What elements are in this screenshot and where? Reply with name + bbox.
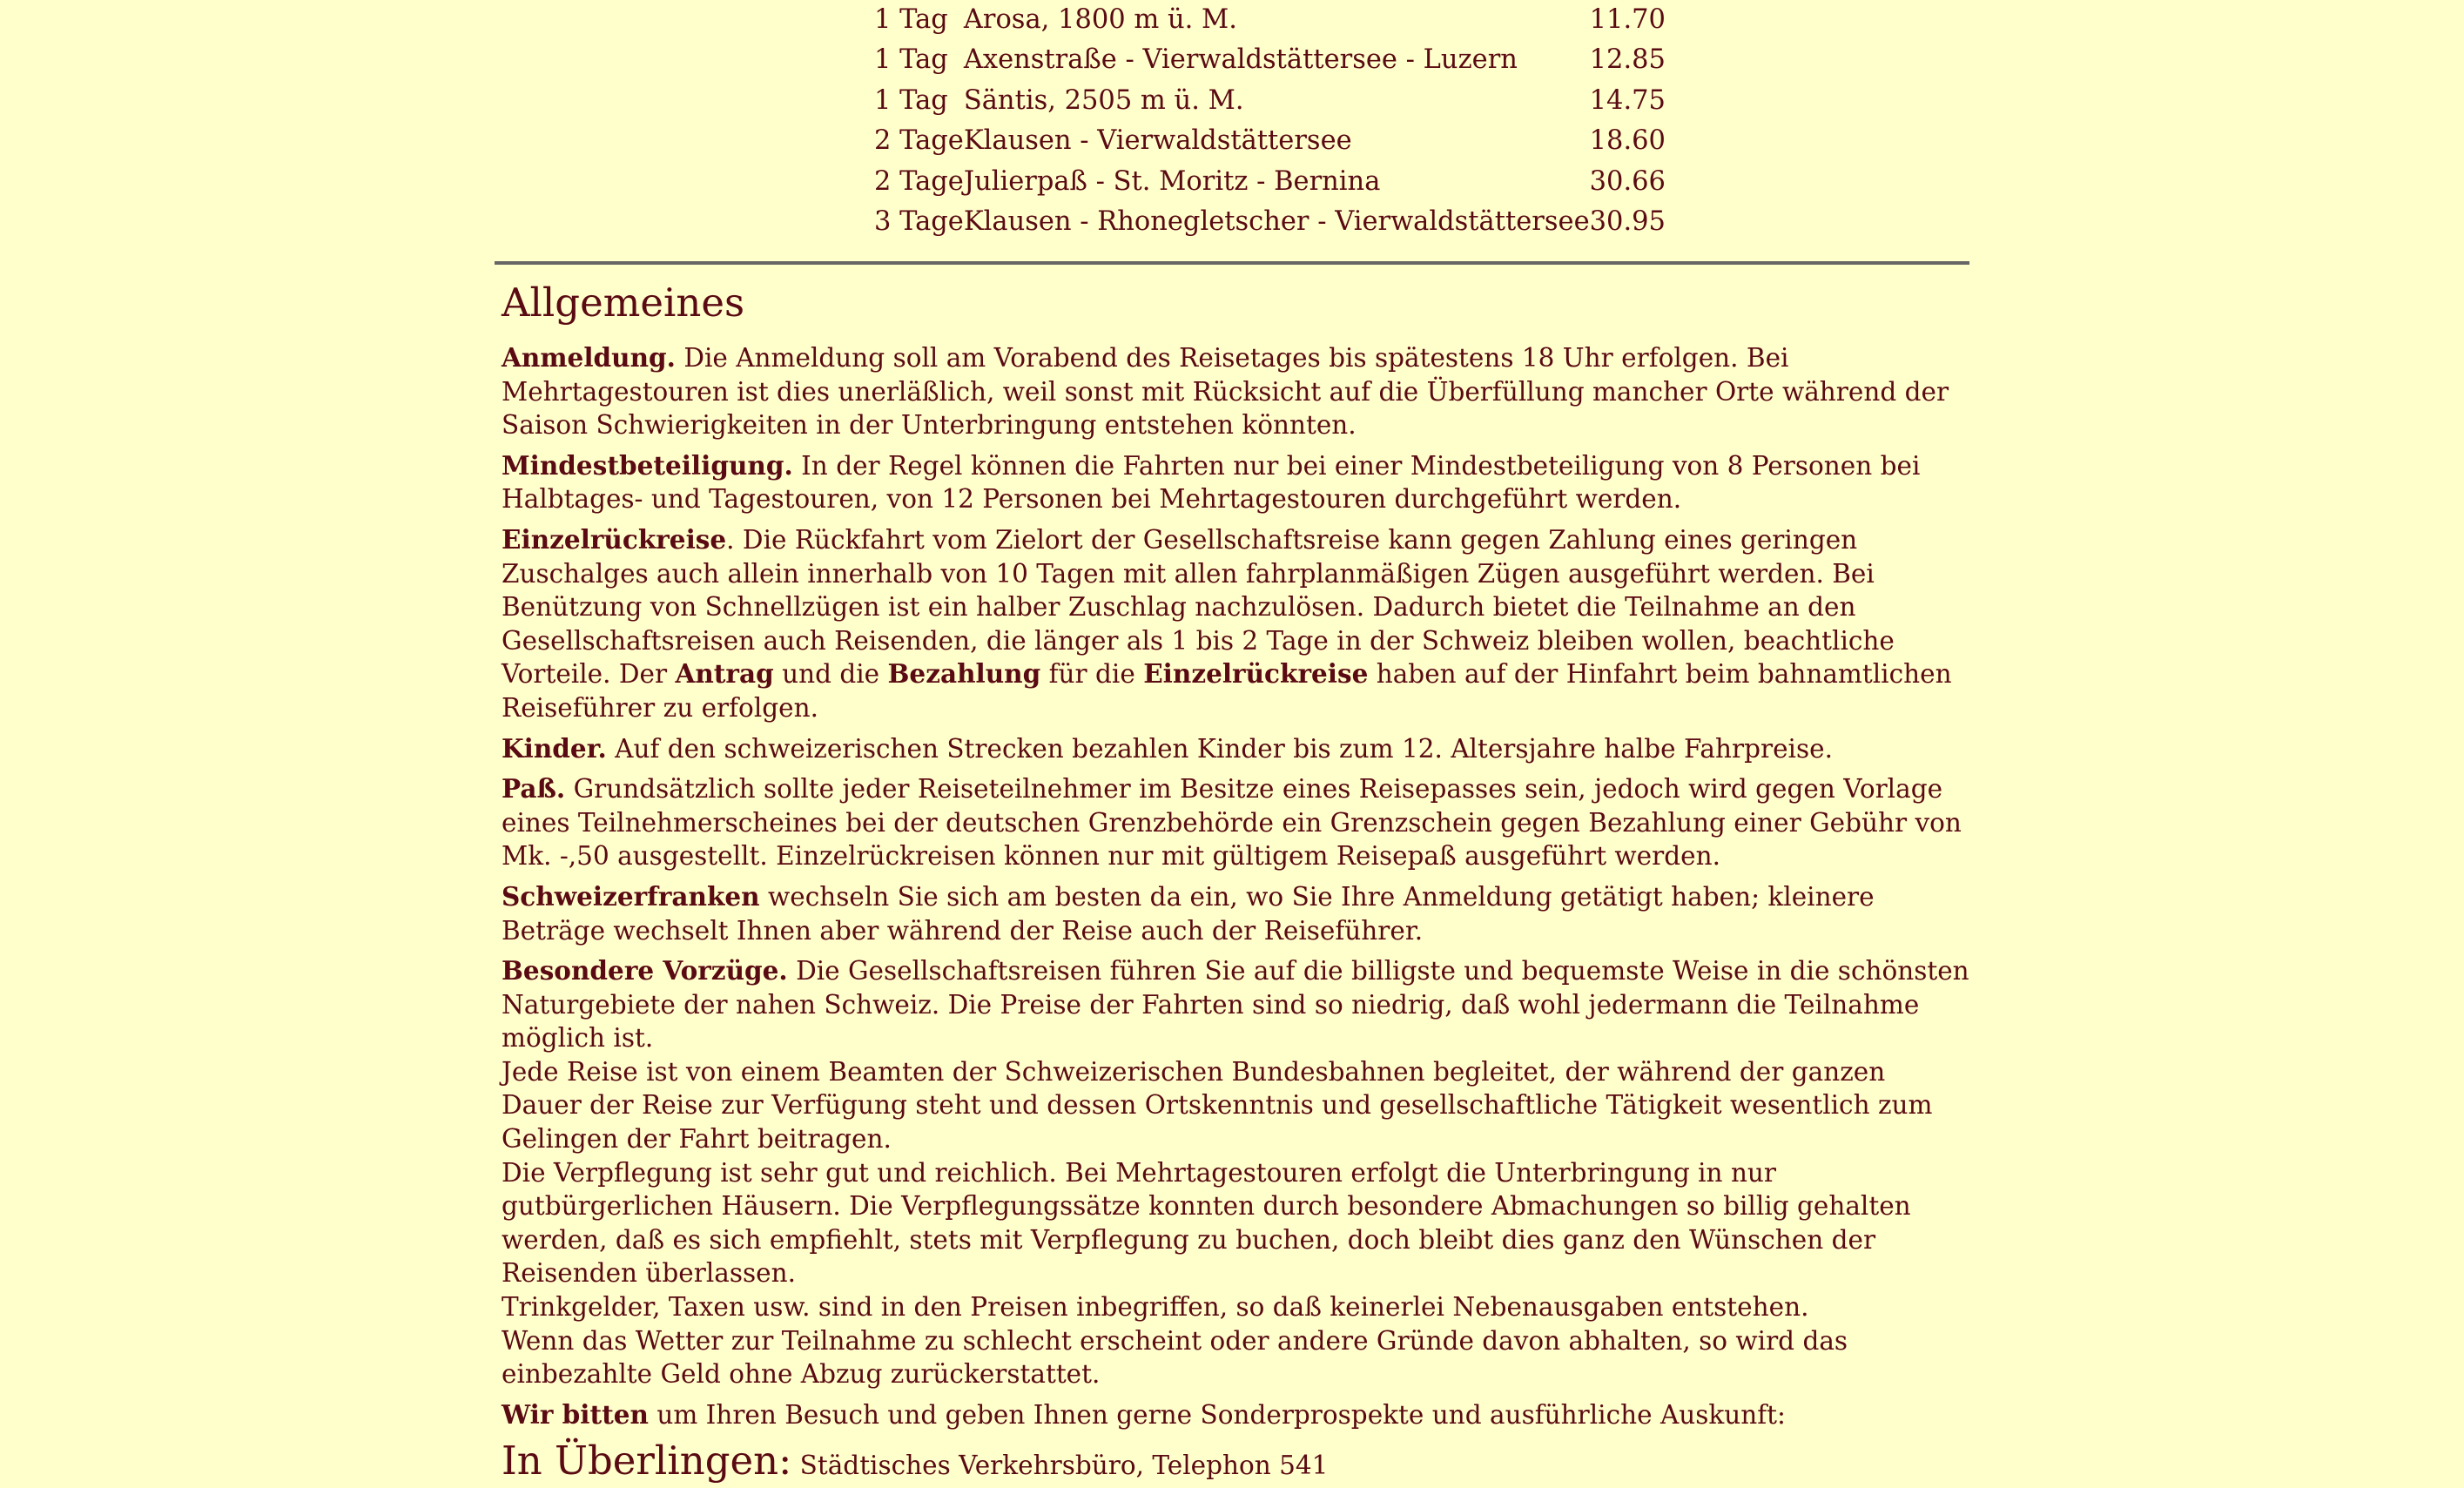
paragraph-text: um Ihren Besuch und geben Ihnen gerne Sonderprospekte und ausführliche Auskunft: — [648, 1399, 1786, 1430]
paragraph-text: und die — [773, 659, 888, 690]
tour-price: 11.70 — [1589, 4, 1666, 35]
paragraph-schweizerfranken — [502, 880, 1969, 947]
emphasis-einzelrueckreise: Einzelrückreise — [1143, 658, 1369, 690]
paragraph-label: Besondere Vorzüge. — [502, 955, 788, 986]
table-row — [874, 40, 1666, 80]
table-row — [874, 202, 1666, 242]
paragraph-label: Einzelrückreise — [502, 523, 727, 555]
paragraph-text: wechseln Sie sich am besten da ein, wo Sie Ihre Anmeldung getätigt haben; kleinere Beträge wechselt Ihnen aber während der Reise auch der Reiseführer. — [502, 881, 1875, 946]
tour-route: Klausen - Rhonegletscher - Vierwaldstättersee — [963, 206, 1590, 238]
tour-price: 18.60 — [1589, 125, 1666, 157]
paragraph-text: Die Anmeldung soll am Vorabend des Reisetages bis spätestens 18 Uhr erfolgen. Bei Mehrtagestouren ist dies unerläßlich, weil sonst mit Rücksicht auf die Überfüllung mancher Orte während der Saison Schwierigkeiten in der Unterbringung entstehen könnten. — [502, 343, 1949, 441]
table-row — [874, 121, 1666, 161]
tour-route: Arosa, 1800 m ü. M. — [963, 4, 1237, 35]
paragraph-label: Kinder. — [502, 732, 607, 764]
paragraph-text: haben auf der Hinfahrt beim bahnamtlichen Reiseführer zu erfolgen. — [502, 659, 1952, 723]
tour-price: 30.95 — [1589, 206, 1666, 238]
paragraph-pass — [502, 772, 1969, 873]
tour-duration: 1 Tag — [874, 44, 948, 76]
table-row — [874, 81, 1666, 121]
general-info-section — [502, 277, 1969, 1488]
paragraph-text: für die — [1040, 659, 1144, 690]
tour-price: 14.75 — [1589, 84, 1666, 116]
paragraph-anmeldung — [502, 341, 1969, 442]
paragraph-reisebegleitung: Jede Reise ist von einem Beamten der Schweizerischen Bundesbahnen begleitet, der während der ganzen Dauer der Reise zur Verfügung steht und dessen Ortskenntnis und gesellschaftliche Tätigkeit wesentlich zum Gelingen der Fahrt beitragen. — [502, 1056, 1933, 1155]
tour-route: Julierpaß - St. Moritz - Bernina — [963, 165, 1381, 197]
section-heading: Allgemeines — [502, 279, 745, 326]
tour-route: Säntis, 2505 m ü. M. — [963, 84, 1244, 116]
table-row — [874, 162, 1666, 202]
emphasis-bezahlung: Bezahlung — [887, 658, 1041, 690]
paragraph-label: Anmeldung. — [502, 342, 676, 373]
paragraph-wir-bitten — [502, 1398, 1969, 1432]
contact-details: Städtisches Verkehrsbüro, Telephon 541 — [791, 1451, 1329, 1481]
paragraph-label: Schweizerfranken — [502, 880, 760, 912]
paragraph-text: In der Regel können die Fahrten nur bei einer Mindestbeteiligung von 8 Personen bei Halbtages- und Tagestouren, von 12 Personen bei Mehrtagestouren durchgeführt werden. — [502, 450, 1921, 515]
paragraph-text: Auf den schweizerischen Strecken bezahlen Kinder bis zum 12. Altersjahre halbe Fahrpreise. — [606, 733, 1833, 764]
paragraph-kinder — [502, 732, 1969, 766]
table-row — [874, 0, 1666, 40]
tour-route: Klausen - Vierwaldstättersee — [963, 125, 1352, 157]
paragraph-label: Mindestbeteiligung. — [502, 449, 793, 481]
tour-duration: 3 Tage — [874, 206, 964, 238]
paragraph-trinkgelder: Trinkgelder, Taxen usw. sind in den Preisen inbegriffen, so daß keinerlei Nebenausgaben entstehen. — [502, 1292, 1809, 1323]
tour-route: Axenstraße - Vierwaldstättersee - Luzern — [963, 44, 1518, 76]
paragraph-label: Paß. — [502, 773, 566, 805]
paragraph-einzelrueckreise — [502, 523, 1969, 725]
section-divider — [495, 261, 1969, 265]
paragraph-text: Grundsätzlich sollte jeder Reiseteilnehmer im Besitze eines Reisepasses sein, jedoch wird gegen Vorlage eines Teilnehmerscheines bei der deutschen Grenzbehörde ein Grenzschein gegen Bezahlung einer Gebühr von Mk. -,50 ausgestellt. Einzelrückreisen können nur mit gültigem Reisepaß ausgeführt werden. — [502, 774, 1962, 872]
tour-price: 30.66 — [1589, 165, 1666, 197]
paragraph-label: Wir bitten — [502, 1398, 649, 1430]
tour-duration: 2 Tage — [874, 165, 964, 197]
tour-duration: 1 Tag — [874, 4, 948, 35]
tour-price-table — [874, 0, 1666, 242]
paragraph-mindestbeteiligung — [502, 449, 1969, 516]
tour-price: 12.85 — [1589, 44, 1666, 76]
tour-duration: 1 Tag — [874, 84, 948, 116]
paragraph-text: Die Gesellschaftsreisen führen Sie auf die billigste und bequemste Weise in die schönsten Naturgebiete der nahen Schweiz. Die Preise der Fahrten sind so niedrig, daß wohl jedermann die Teilnahme möglich ist. — [502, 956, 1969, 1054]
contact-location: In Überlingen: — [502, 1438, 792, 1485]
emphasis-antrag: Antrag — [675, 658, 774, 690]
paragraph-text: . Die Rückfahrt vom Zielort der Gesellschaftsreise kann gegen Zahlung eines geringen Zuschalges auch allein innerhalb von 10 Tagen mit allen fahrplanmäßigen Zügen ausgeführt werden. Bei Benützung von Schnellzügen ist ein halber Zuschlag nachzulösen. Dadurch bietet die Teilnahme an den Gesellschaftsreisen auch Reisenden, die länger als 1 bis 2 Tage in der Schweiz bleiben wollen, beachtliche Vorteile. Der — [502, 524, 1895, 690]
paragraph-besondere-vorzuege — [502, 954, 1969, 1055]
tour-duration: 2 Tage — [874, 125, 964, 157]
contact-line — [502, 1438, 1969, 1488]
paragraph-wetter: Wenn das Wetter zur Teilnahme zu schlecht erscheint oder andere Gründe davon abhalten, so wird das einbezahlte Geld ohne Abzug zurückerstattet. — [502, 1325, 1848, 1390]
paragraph-verpflegung: Die Verpflegung ist sehr gut und reichlich. Bei Mehrtagestouren erfolgt die Unterbringung in nur gutbürgerlichen Häusern. Die Verpflegungssätze konnten durch besondere Abmachungen so billig gehalten werden, daß es sich empfiehlt, stets mit Verpflegung zu buchen, doch bleibt dies ganz den Wünschen der Reisenden überlassen. — [502, 1157, 1911, 1289]
